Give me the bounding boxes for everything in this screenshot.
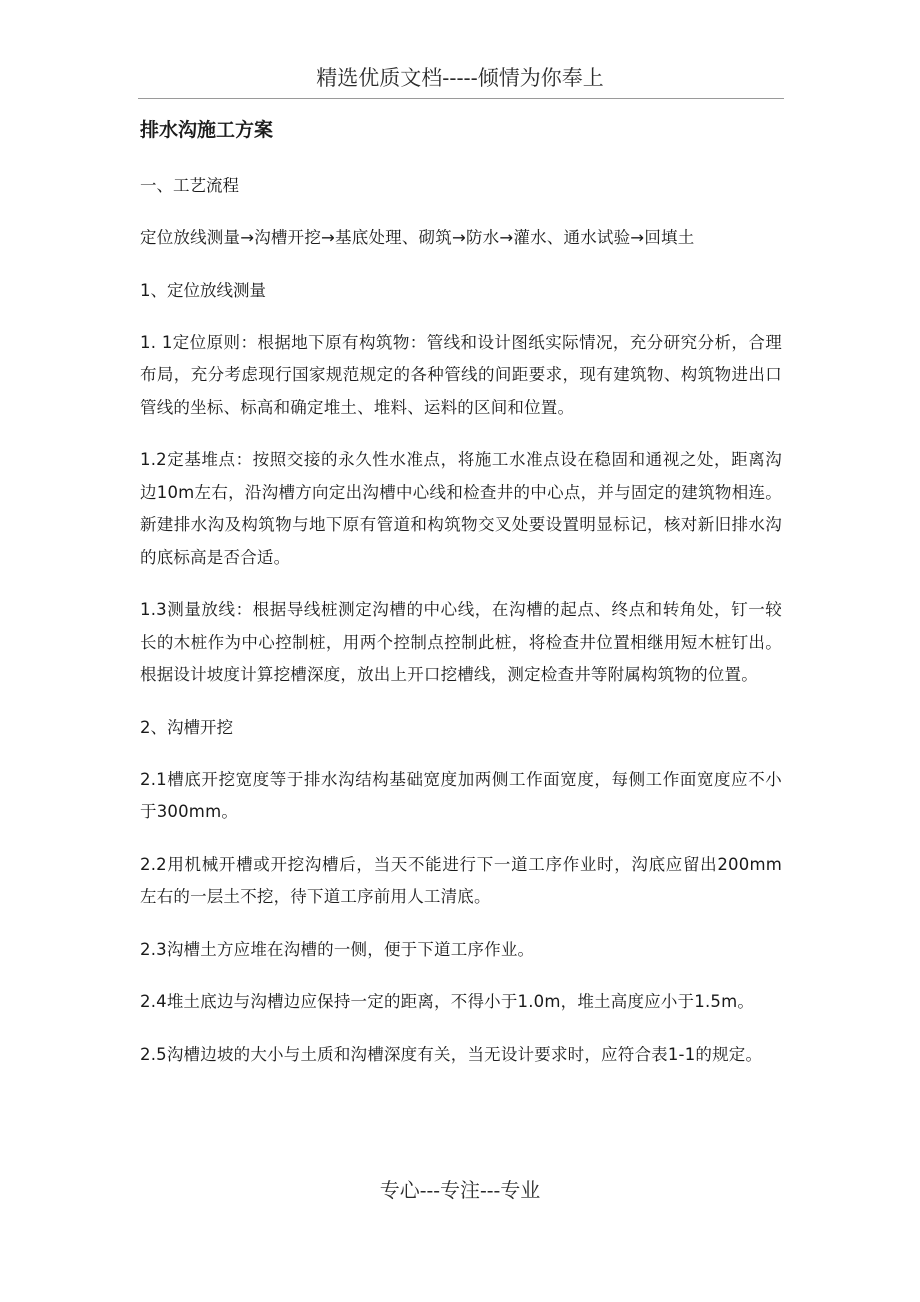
page-footer: 专心---专注---专业 [379,1178,541,1202]
paragraph-2-2: 2.2用机械开槽或开挖沟槽后，当天不能进行下一道工序作业时，沟底应留出200mm左右的一层土不挖，待下道工序前用人工清底。 [140,854,782,906]
document-title: 排水沟施工方案 [140,119,274,141]
document-body [140,114,782,1071]
paragraph-1-1: 1. 1定位原则：根据地下原有构筑物：管线和设计图纸实际情况，充分研究分析，合理布局，充分考虑现行国家规范规定的各种管线的间距要求，现有建筑物、构筑物进出口管线的坐标、标高和确定堆土、堆料、运料的区间和位置。 [140,332,782,417]
header-divider [138,98,784,99]
paragraph-1-3: 1.3测量放线：根据导线桩测定沟槽的中心线，在沟槽的起点、终点和转角处，钉一较长的木桩作为中心控制桩，用两个控制点控制此桩，将检查井位置相继用短木桩钉出。根据设计坡度计算挖槽深度，放出上开口挖槽线，测定检查井等附属构筑物的位置。 [140,600,782,684]
paragraph-1-2: 1.2定基堆点：按照交接的永久性水准点，将施工水准点设在稳固和通视之处，距离沟边10m左右，沿沟槽方向定出沟槽中心线和检查井的中心点，并与固定的建筑物相连。新建排水沟及构筑物与地下原有管道和构筑物交叉处要设置明显标记，核对新旧排水沟的底标高是否合适。 [140,450,782,567]
section-heading-process: 一、工艺流程 [140,176,239,195]
paragraph-2-1: 2.1槽底开挖宽度等于排水沟结构基础宽度加两侧工作面宽度，每侧工作面宽度应不小于300mm。 [140,769,782,821]
page-header: 精选优质文档-----倾情为你奉上 [316,66,604,90]
paragraph-2-4: 2.4堆土底边与沟槽边应保持一定的距离，不得小于1.0m，堆土高度应小于1.5m。 [140,992,755,1011]
process-flow: 定位放线测量→沟槽开挖→基底处理、砌筑→防水→灌水、通水试验→回填土 [140,228,695,247]
subsection-heading-survey: 1、定位放线测量 [140,280,266,300]
subsection-heading-excavation: 2、沟槽开挖 [140,717,233,737]
paragraph-2-3: 2.3沟槽土方应堆在沟槽的一侧，便于下道工序作业。 [140,939,535,959]
paragraph-2-5: 2.5沟槽边坡的大小与土质和沟槽深度有关，当无设计要求时，应符合表1-1的规定。 [140,1044,763,1064]
